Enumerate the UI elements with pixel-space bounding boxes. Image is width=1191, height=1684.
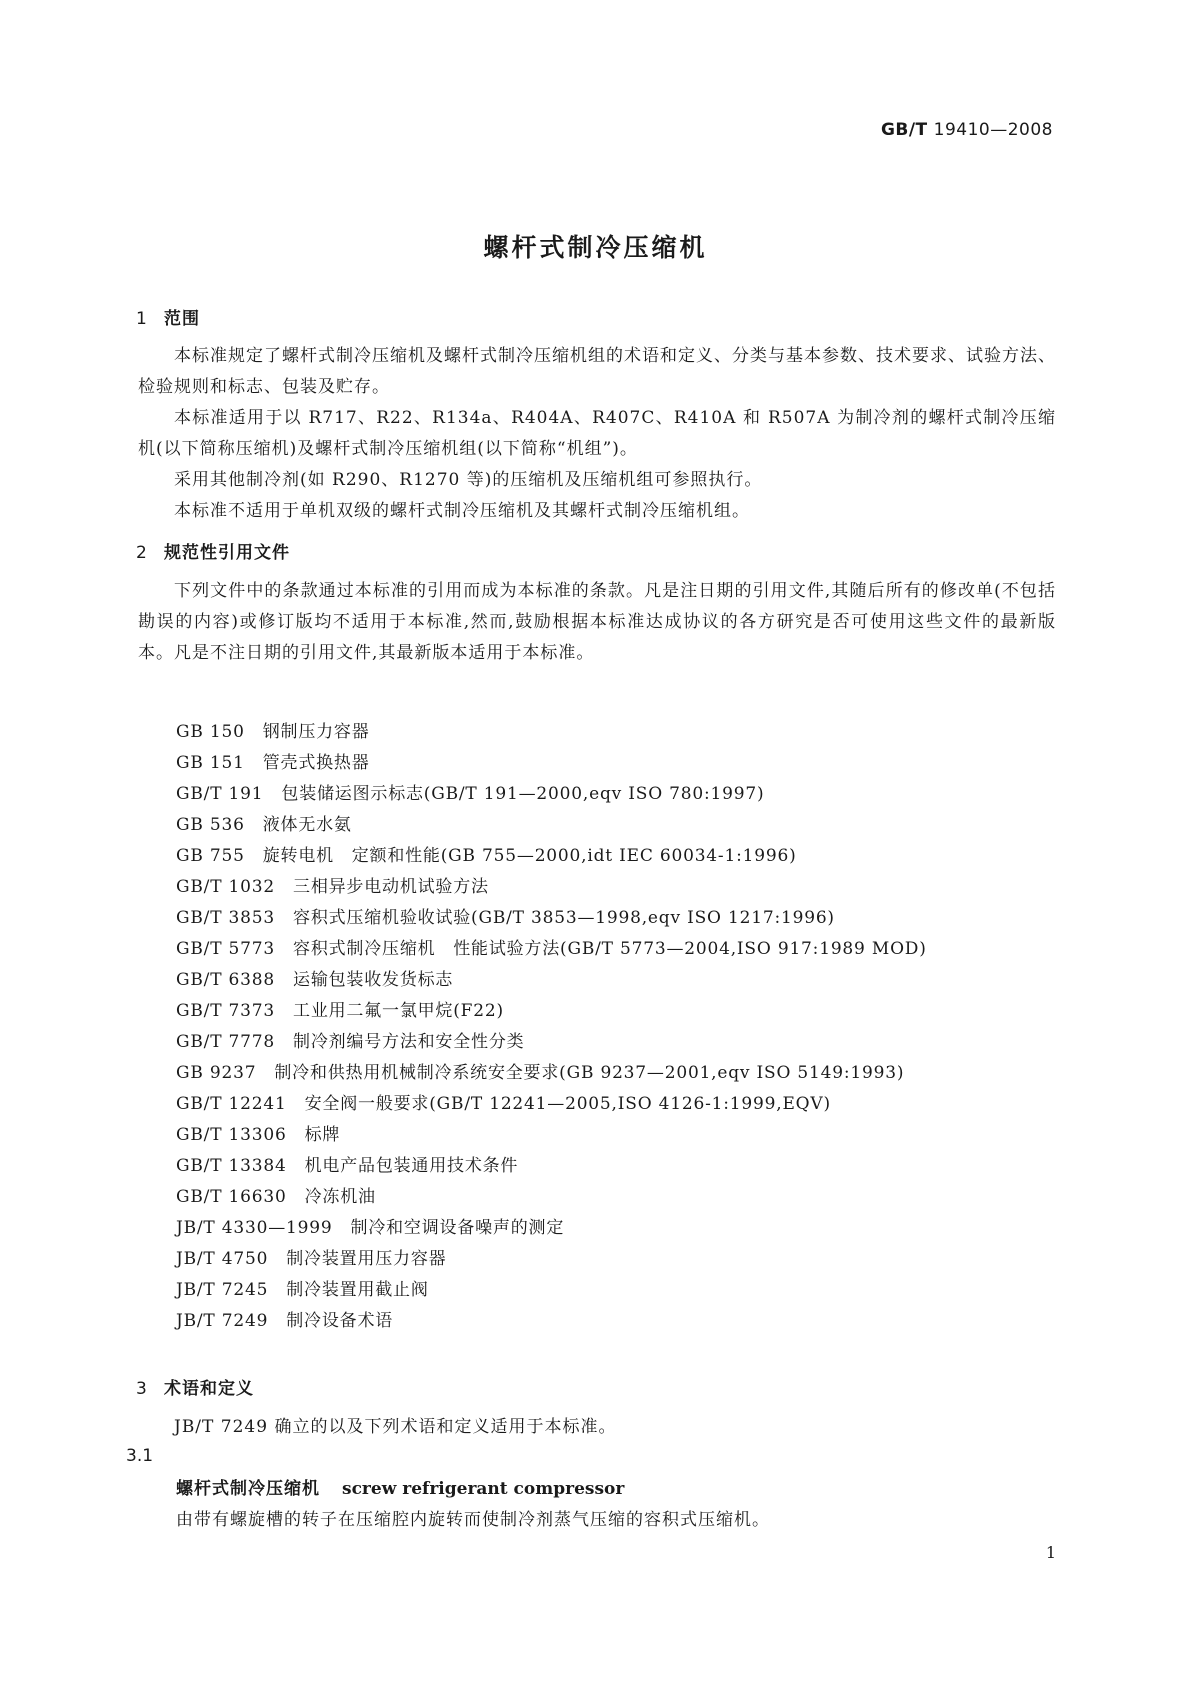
reference-code: GB 755 xyxy=(176,846,245,866)
reference-code: GB/T 13306 xyxy=(176,1125,287,1145)
reference-item xyxy=(176,1151,927,1182)
reference-title: 运输包装收发货标志 xyxy=(293,970,454,990)
reference-title: 管壳式换热器 xyxy=(262,753,370,773)
reference-code: JB/T 7245 xyxy=(176,1280,269,1300)
reference-title: 工业用二氟一氯甲烷(F22) xyxy=(293,1001,504,1021)
reference-code: GB/T 3853 xyxy=(176,908,276,928)
reference-title: 安全阀一般要求(GB/T 12241—2005,ISO 4126-1:1999,EQV) xyxy=(304,1094,831,1114)
reference-item xyxy=(176,1213,927,1244)
reference-title: 三相异步电动机试验方法 xyxy=(293,877,489,897)
reference-title: 冷冻机油 xyxy=(304,1187,376,1207)
reference-code: GB/T 1032 xyxy=(176,877,276,897)
reference-title: 制冷剂编号方法和安全性分类 xyxy=(293,1032,525,1052)
section-2-heading xyxy=(136,538,290,563)
reference-code: GB 150 xyxy=(176,722,245,742)
reference-title: 包装储运图示标志(GB/T 191—2000,eqv ISO 780:1997) xyxy=(281,784,765,804)
section-1-number: 1 xyxy=(136,309,148,329)
section-1-paragraph: 采用其他制冷剂(如 R290、R1270 等)的压缩机及压缩机组可参照执行。 xyxy=(174,470,763,490)
reference-code: GB/T 191 xyxy=(176,784,264,804)
reference-item xyxy=(176,1120,927,1151)
reference-item xyxy=(176,748,927,779)
section-2-intro: 下列文件中的条款通过本标准的引用而成为本标准的条款。凡是注日期的引用文件,其随后所有的修改单(不包括勘误的内容)或修订版均不适用于本标准,然而,鼓励根据本标准达成协议的各方研究是否可使用这些文件的最新版本。凡是不注日期的引用文件,其最新版本适用于本标准。 xyxy=(138,581,1056,663)
reference-code: JB/T 4750 xyxy=(176,1249,269,1269)
reference-code: GB 151 xyxy=(176,753,245,773)
reference-title: 标牌 xyxy=(304,1125,341,1145)
page-number: 1 xyxy=(1045,1543,1056,1562)
reference-list xyxy=(176,717,927,1337)
standard-prefix: GB/T xyxy=(880,120,928,140)
document-title: 螺杆式制冷压缩机 xyxy=(483,233,708,262)
section-1-paragraph: 本标准适用于以 R717、R22、R134a、R404A、R407C、R410A 和 R507A 为制冷剂的螺杆式制冷压缩机(以下简称压缩机)及螺杆式制冷压缩机组(以下简称“机组”)。 xyxy=(138,408,1056,459)
reference-title: 机电产品包装通用技术条件 xyxy=(304,1156,519,1176)
reference-title: 容积式压缩机验收试验(GB/T 3853—1998,eqv ISO 1217:1996) xyxy=(293,908,835,928)
section-2-number: 2 xyxy=(136,543,148,563)
reference-item xyxy=(176,1182,927,1213)
reference-title: 制冷装置用压力容器 xyxy=(286,1249,447,1269)
section-3-intro: JB/T 7249 确立的以及下列术语和定义适用于本标准。 xyxy=(174,1417,617,1437)
reference-code: GB/T 12241 xyxy=(176,1094,287,1114)
reference-item xyxy=(176,872,927,903)
reference-title: 液体无水氨 xyxy=(262,815,352,835)
term-chinese: 螺杆式制冷压缩机 xyxy=(176,1479,320,1499)
clause-number: 3.1 xyxy=(126,1446,154,1466)
reference-title: 制冷装置用截止阀 xyxy=(286,1280,429,1300)
reference-code: GB 9237 xyxy=(176,1063,257,1083)
reference-code: JB/T 4330—1999 xyxy=(176,1218,333,1238)
reference-item xyxy=(176,1244,927,1275)
reference-item xyxy=(176,1027,927,1058)
reference-item xyxy=(176,717,927,748)
reference-item xyxy=(176,965,927,996)
reference-item xyxy=(176,934,927,965)
reference-title: 旋转电机 定额和性能(GB 755—2000,idt IEC 60034-1:1996) xyxy=(262,846,797,866)
reference-item xyxy=(176,841,927,872)
reference-item xyxy=(176,903,927,934)
reference-title: 制冷设备术语 xyxy=(286,1311,394,1331)
reference-item xyxy=(176,1275,927,1306)
reference-code: GB/T 6388 xyxy=(176,970,276,990)
section-3-heading xyxy=(136,1374,254,1399)
reference-item xyxy=(176,1058,927,1089)
section-3-number: 3 xyxy=(136,1379,148,1399)
term-definition: 由带有螺旋槽的转子在压缩腔内旋转而使制冷剂蒸气压缩的容积式压缩机。 xyxy=(176,1510,770,1530)
reference-code: GB 536 xyxy=(176,815,245,835)
standard-number: 19410—2008 xyxy=(933,120,1053,140)
reference-code: GB/T 16630 xyxy=(176,1187,287,1207)
section-3-title: 术语和定义 xyxy=(164,1379,254,1399)
section-1-title: 范围 xyxy=(164,309,200,329)
section-1-heading xyxy=(136,304,200,329)
reference-title: 钢制压力容器 xyxy=(262,722,370,742)
term-english: screw refrigerant compressor xyxy=(342,1479,625,1499)
reference-code: GB/T 5773 xyxy=(176,939,276,959)
section-1-paragraph: 本标准不适用于单机双级的螺杆式制冷压缩机及其螺杆式制冷压缩机组。 xyxy=(174,501,750,521)
reference-title: 制冷和空调设备噪声的测定 xyxy=(350,1218,565,1238)
reference-title: 制冷和供热用机械制冷系统安全要求(GB 9237—2001,eqv ISO 5149:1993) xyxy=(274,1063,905,1083)
standard-code xyxy=(881,120,1053,140)
reference-code: GB/T 7778 xyxy=(176,1032,276,1052)
reference-item xyxy=(176,779,927,810)
reference-item xyxy=(176,1306,927,1337)
section-2-title: 规范性引用文件 xyxy=(164,543,290,563)
term-entry xyxy=(176,1474,624,1499)
reference-code: JB/T 7249 xyxy=(176,1311,269,1331)
reference-code: GB/T 7373 xyxy=(176,1001,276,1021)
reference-item xyxy=(176,1089,927,1120)
reference-title: 容积式制冷压缩机 性能试验方法(GB/T 5773—2004,ISO 917:1989 MOD) xyxy=(293,939,927,959)
reference-item xyxy=(176,810,927,841)
section-1-paragraph: 本标准规定了螺杆式制冷压缩机及螺杆式制冷压缩机组的术语和定义、分类与基本参数、技术要求、试验方法、检验规则和标志、包装及贮存。 xyxy=(138,346,1056,397)
reference-item xyxy=(176,996,927,1027)
reference-code: GB/T 13384 xyxy=(176,1156,287,1176)
